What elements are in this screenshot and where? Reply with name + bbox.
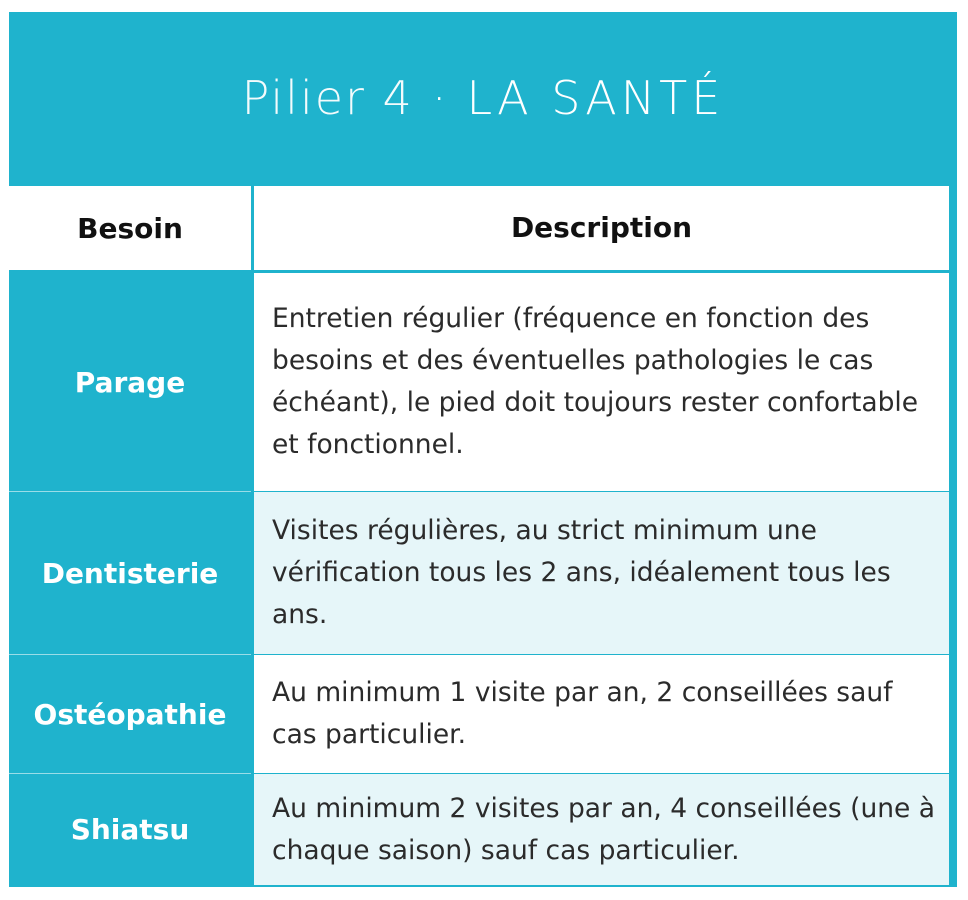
title-main: LA SANTÉ xyxy=(466,71,725,125)
table-row xyxy=(9,273,957,491)
title-separator: · xyxy=(431,71,449,125)
page-title xyxy=(9,12,957,184)
row-description: Entretien régulier (fréquence en fonction des besoins et des éventuelles pathologies le cas échéant), le pied doit toujours rester confortable et fonctionnel. xyxy=(254,273,949,491)
table-row xyxy=(9,655,957,773)
table-row xyxy=(9,492,957,654)
row-need-label: Shiatsu xyxy=(70,813,190,846)
row-description: Au minimum 1 visite par an, 2 conseillées sauf cas particulier. xyxy=(254,655,949,773)
row-description: Au minimum 2 visites par an, 4 conseillées (une à chaque saison) sauf cas particulier. xyxy=(254,774,949,885)
column-header-need: Besoin xyxy=(9,186,251,270)
health-table-card xyxy=(9,12,957,887)
row-need-label: Parage xyxy=(74,365,186,399)
row-need-label: Dentisterie xyxy=(41,556,219,590)
table-header-row xyxy=(9,186,957,270)
row-description: Visites régulières, au strict minimum une vérification tous les 2 ans, idéalement tous les ans. xyxy=(254,492,949,654)
row-need-label: Ostéopathie xyxy=(33,697,227,731)
table-row xyxy=(9,774,957,885)
title-prefix: Pilier 4 xyxy=(241,71,414,125)
column-header-description: Description xyxy=(254,186,949,270)
